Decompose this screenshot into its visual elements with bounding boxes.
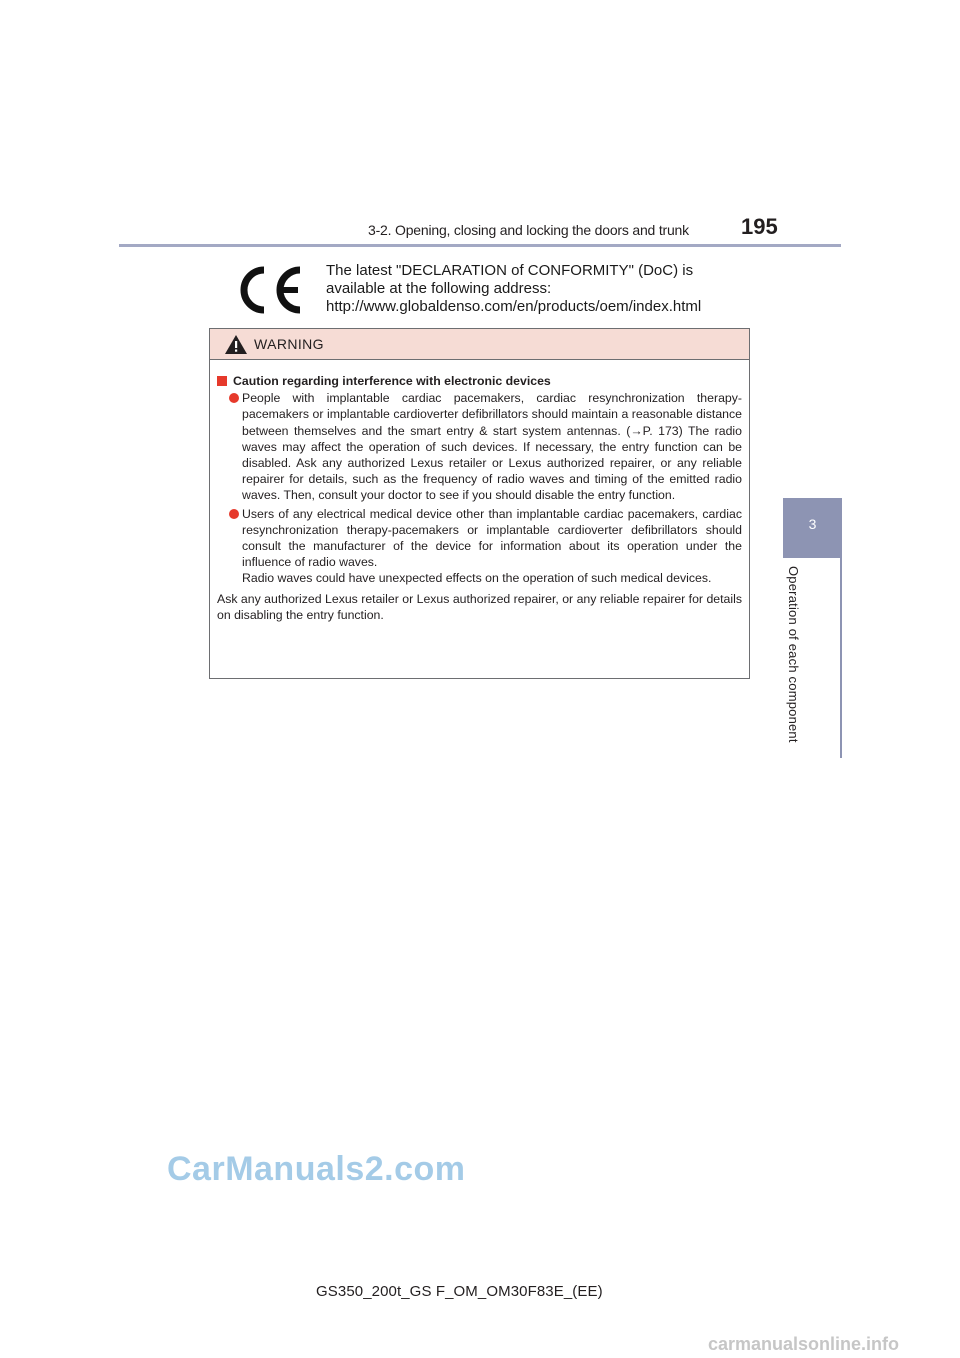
chapter-tab-line xyxy=(840,558,842,758)
warning-heading xyxy=(229,373,742,389)
chapter-tab xyxy=(783,498,842,558)
list-item-text: Users of any electrical medical device other than implantable cardiac pacemakers, cardiac resynchronization therapy-pacemakers or implantable cardioverter defibrillators should consult the manufacturer of the device for information about its operation under the influence of radio waves. xyxy=(242,506,742,570)
warning-triangle-icon xyxy=(225,335,247,354)
declaration-line: available at the following address: xyxy=(326,280,552,297)
list-item xyxy=(229,390,742,503)
warning-heading-text: Caution regarding interference with electronic devices xyxy=(233,374,551,388)
warning-header xyxy=(210,329,749,360)
warning-body xyxy=(210,360,749,623)
warning-title: WARNING xyxy=(254,336,324,352)
declaration-text xyxy=(326,262,701,316)
header-divider xyxy=(119,244,841,247)
ce-mark-icon xyxy=(232,264,304,316)
list-item-extra: Radio waves could have unexpected effects on the operation of such medical devices. xyxy=(242,571,712,586)
chapter-label: Operation of each component xyxy=(786,566,801,743)
watermark-site: carmanualsonline.info xyxy=(708,1334,900,1354)
document-code: GS350_200t_GS F_OM_OM30F83E_(EE) xyxy=(316,1283,603,1300)
square-bullet-icon xyxy=(217,376,227,386)
declaration-line: The latest "DECLARATION of CONFORMITY" (DoC) is xyxy=(326,262,694,279)
circle-bullet-icon xyxy=(229,393,239,403)
chapter-number: 3 xyxy=(808,516,817,532)
circle-bullet-icon xyxy=(229,509,239,519)
section-title: 3-2. Opening, closing and locking the doors and trunk xyxy=(368,222,689,238)
warning-note: Ask any authorized Lexus retailer or Lexus authorized repairer, or any reliable repairer for details on disabling the entry function. xyxy=(217,591,742,622)
warning-box xyxy=(209,328,750,679)
page-number: 195 xyxy=(741,214,778,239)
list-item-text: People with implantable cardiac pacemakers, cardiac resynchronization therapy-pacemakers or implantable cardioverter defibrillators should maintain a reasonable distance between themselves and the smart entry & start system antennas. (→P. 173) The radio waves may affect the operation of such devices. If necessary, the entry function can be disabled. Ask any authorized Lexus retailer or Lexus authorized repairer, or any reliable repairer for details, such as the frequency of radio waves and timing of the emitted radio waves. Then, consult your doctor to see if you should disable the entry function. xyxy=(242,391,742,503)
watermark-logo: CarManuals2.com xyxy=(167,1150,466,1188)
declaration-url: http://www.globaldenso.com/en/products/oem/index.html xyxy=(326,298,702,315)
list-item xyxy=(229,506,742,587)
